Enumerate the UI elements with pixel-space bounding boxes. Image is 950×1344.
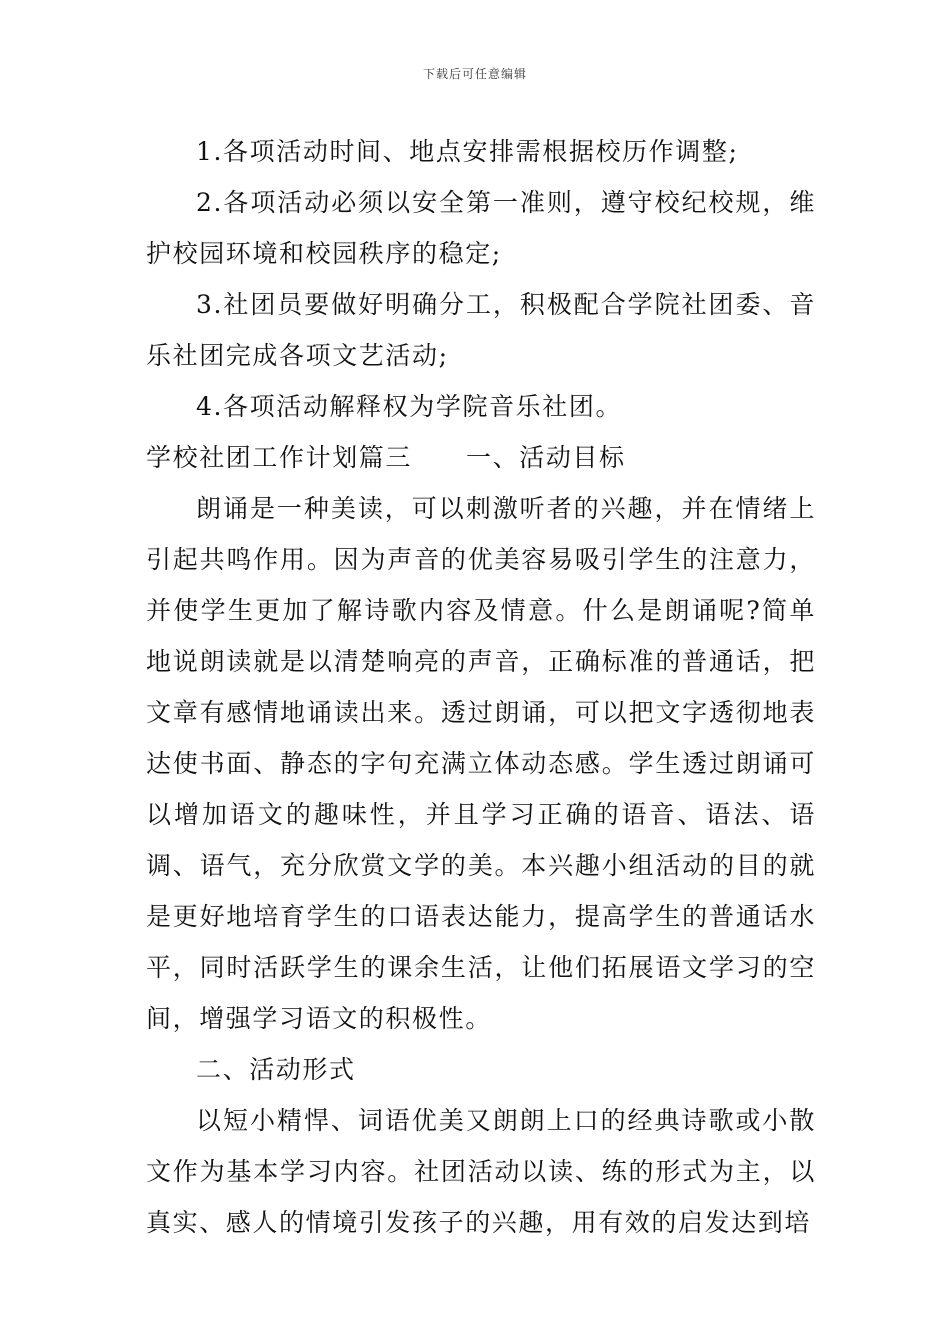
section-title: 学校社团工作计划篇三: [146, 443, 413, 472]
document-body: [146, 126, 816, 1248]
section2-heading: 二、活动形式: [196, 1055, 356, 1084]
list-item-2: 2.各项活动必须以安全第一准则，遵守校纪校规，维护校园环境和校园秩序的稳定;: [146, 188, 816, 268]
page-header-note: 下载后可任意编辑: [422, 67, 527, 81]
section1-paragraph: 朗诵是一种美读，可以刺激听者的兴趣，并在情绪上引起共鸣作用。因为声音的优美容易吸引学生的注意力，并使学生更加了解诗歌内容及情意。什么是朗诵呢?简单地说朗读就是以清楚响亮的声音，正确标准的普通话，把文章有感情地诵读出来。透过朗诵，可以把文字透彻地表达使书面、静态的字句充满立体动态感。学生透过朗诵可以增加语文的趣味性，并且学习正确的语音、语法、语调、语气，充分欣赏文学的美。本兴趣小组活动的目的就是更好地培育学生的口语表达能力，提高学生的普通话水平，同时活跃学生的课余生活，让他们拓展语文学习的空间，增强学习语文的积极性。: [146, 494, 816, 1033]
list-item-4: 4.各项活动解释权为学院音乐社团。: [196, 392, 623, 421]
section-title-line: [146, 432, 816, 483]
section2-paragraph: 以短小精悍、词语优美又朗朗上口的经典诗歌或小散文作为基本学习内容。社团活动以读、练的形式为主，以真实、感人的情境引发孩子的兴趣，用有效的启发达到培: [146, 1106, 816, 1237]
list-item-3: 3.社团员要做好明确分工，积极配合学院社团委、音乐社团完成各项文艺活动;: [146, 290, 816, 370]
section1-heading: 一、活动目标: [466, 443, 626, 472]
list-item-1: 1.各项活动时间、地点安排需根据校历作调整;: [196, 137, 739, 166]
